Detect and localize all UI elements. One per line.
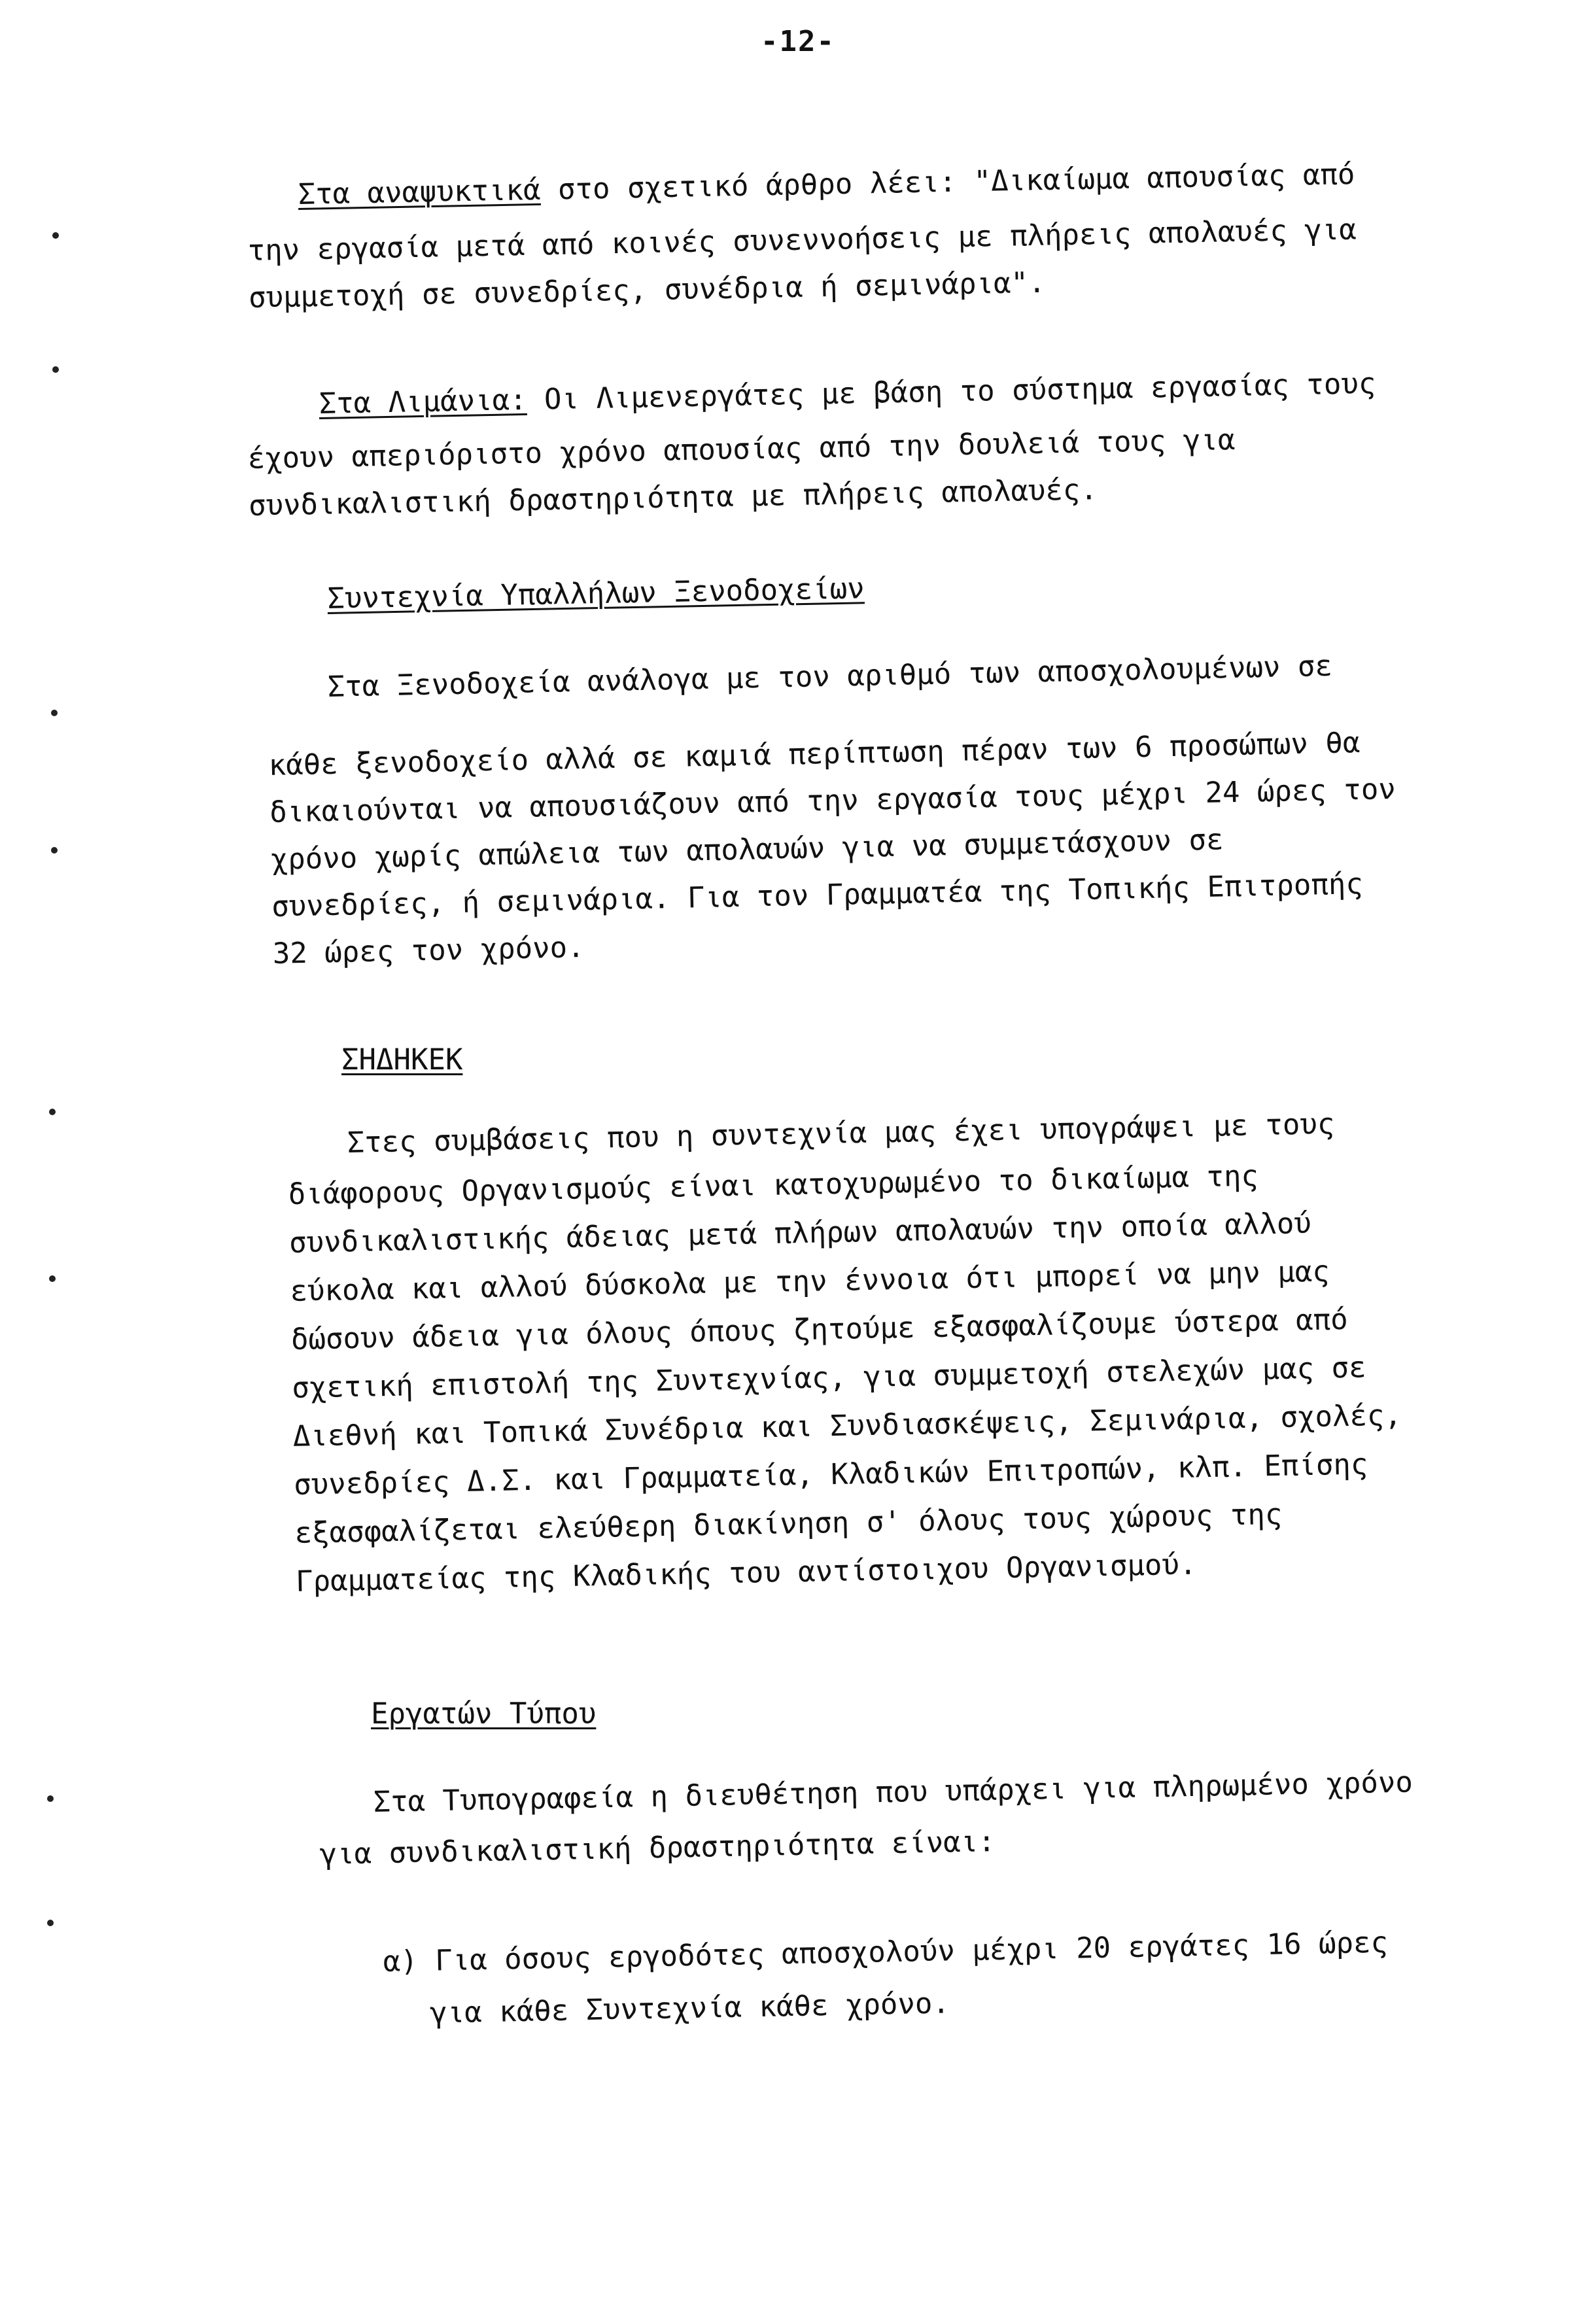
paragraph-sidikek-cont (288, 1149, 1405, 1606)
paragraph-xenodocheia-cont (268, 719, 1399, 978)
line-text: Οι Λιμενεργάτες με βάση το σύστημα εργασίας τους (527, 366, 1376, 417)
scan-speck (52, 232, 59, 239)
paragraph-line: συμμετοχή σε συνεδρίες, συνέδρια ή σεμινάρια". (248, 266, 1046, 315)
section-heading-xenodocheia: Συντεχνία Υπαλλήλων Ξενοδοχείων (327, 572, 865, 615)
line-text: στο σχετικό άρθρο λέει: "Δικαίωμα απουσίας από (540, 157, 1355, 207)
section-lead: Στα αναψυκτικά (298, 173, 541, 211)
paragraph-line: εξασφαλίζεται ελεύθερη διακίνηση σ' όλους τους χώρους της (294, 1497, 1283, 1550)
paragraph-line: για συνδικαλιστική δραστηριότητα είναι: (319, 1825, 996, 1871)
paragraph-line: 32 ώρες τον χρόνο. (272, 930, 585, 971)
paragraph-anapsyktika (298, 151, 1355, 218)
section-lead: Στα Λιμάνια: (319, 383, 528, 421)
paragraph-line: Στες συμβάσεις που η συντεχνία μας έχει υπογράψει με τους (347, 1107, 1335, 1160)
paragraph-line: διάφορους Οργανισμούς είναι κατοχυρωμένο το δικαίωμα της (288, 1159, 1259, 1211)
paragraph-line: Στα Ξενοδοχεία ανάλογα με τον αριθμό των αποσχολουμένων σε (327, 649, 1333, 704)
list-item-a-block (383, 1917, 1389, 2041)
paragraph-line: Στα Τυπογραφεία η διευθέτηση που υπάρχει για πληρωμένο χρόνο (373, 1765, 1414, 1819)
scan-speck (49, 1109, 56, 1115)
paragraph-xenodocheia (327, 643, 1333, 711)
scan-speck (51, 847, 58, 854)
paragraph-line: δικαιούνται να απουσιάζουν από την εργασία τους μέχρι 24 ώρες τον (269, 772, 1396, 829)
scan-speck (52, 366, 59, 373)
list-item-line: α) Για όσους εργοδότες αποσχολούν μέχρι 20 εργάτες 16 ώρες (383, 1926, 1389, 1979)
scan-speck (47, 1795, 54, 1802)
page-number: -12- (761, 25, 835, 58)
paragraph-line: συνδικαλιστική δραστηριότητα με πλήρεις απολαυές. (248, 473, 1098, 523)
paragraph-line: σχετική επιστολή της Συντεχνίας, για συμμετοχή στελεχών μας σε (291, 1351, 1366, 1405)
paragraph-line: συνεδρίες, ή σεμινάρια. Για τον Γραμματέα της Τοπικής Επιτροπής (271, 867, 1364, 924)
list-item-line: για κάθε Συντεχνία κάθε χρόνο. (429, 1986, 950, 2030)
scan-speck (47, 1920, 54, 1926)
paragraph-line: έχουν απεριόριστο χρόνο απουσίας από την δουλειά τους για (247, 423, 1236, 475)
paragraph-ergaton-typou (373, 1759, 1414, 1825)
paragraph-line: συνδικαλιστικής άδειας μετά πλήρων απολαυών την οποία αλλού (288, 1206, 1312, 1260)
paragraph-line (298, 151, 1355, 218)
paragraph-line: την εργασία μετά από κοινές συνεννοήσεις με πλήρεις απολαυές για (247, 213, 1357, 268)
section-heading-ergaton-typou: Εργατών Τύπου (371, 1697, 597, 1731)
section-heading-sidikek: ΣΗΔΗΚΕΚ (341, 1043, 463, 1077)
paragraph-ergaton-typou-cont (319, 1818, 996, 1878)
paragraph-line: χρόνο χωρίς απώλεια των απολαυών για να συμμετάσχουν σε (270, 823, 1224, 876)
paragraph-line: Διεθνή και Τοπικά Συνέδρια και Συνδιασκέψεις, Σεμινάρια, σχολές, (292, 1398, 1402, 1453)
paragraph-line: εύκολα και αλλού δύσκολα με την έννοια ότι μπορεί να μην μας (290, 1254, 1330, 1308)
paragraph-line: κάθε ξενοδοχείο αλλά σε καμιά περίπτωση πέραν των 6 προσώπων θα (268, 726, 1361, 782)
paragraph-limania-cont (247, 417, 1236, 530)
scan-speck (51, 710, 58, 716)
paragraph-line: δώσουν άδεια για όλους όπους ζητούμε εξασφαλίζουμε ύστερα από (290, 1302, 1349, 1357)
scan-speck (49, 1275, 56, 1282)
paragraph-anapsyktika-cont (247, 206, 1358, 322)
paragraph-line: συνεδρίες Δ.Σ. και Γραμματεία, Κλαδικών Επιτροπών, κλπ. Επίσης (293, 1447, 1368, 1502)
paragraph-line: Γραμματείας της Κλαδικής του αντίστοιχου Οργανισμού. (295, 1547, 1197, 1599)
